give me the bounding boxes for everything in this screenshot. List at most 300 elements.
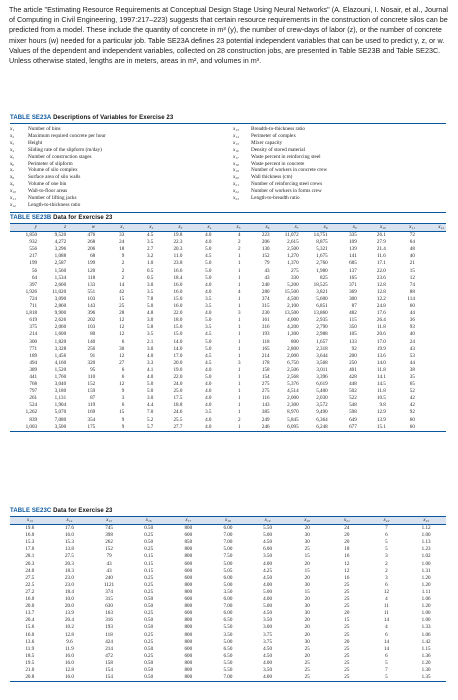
table-cell: 19.5 <box>25 659 35 666</box>
table-cell: 11.9 <box>65 645 74 652</box>
table-cell: 4.0 <box>205 239 212 246</box>
table-cell: 27.5 <box>64 553 74 560</box>
table-cell: 9,900 <box>54 310 67 317</box>
table-cell: 6.00 <box>223 610 233 617</box>
table-cell: 199 <box>29 260 38 267</box>
table-cell: 6 <box>121 366 125 373</box>
table-cell: 3.50 <box>263 617 273 624</box>
table-cell: 1,370 <box>287 260 299 267</box>
table-cell: 800 <box>184 666 193 673</box>
table-cell: 30 <box>304 638 310 645</box>
column-header: x₁₆ <box>129 517 169 525</box>
table-cell: 320 <box>87 359 96 366</box>
table-cell: 27 <box>119 359 125 366</box>
table-cell: 60 <box>409 303 415 310</box>
table-cell: 15 <box>304 553 310 560</box>
table-cell: 768 <box>29 381 38 388</box>
table-row <box>10 239 446 246</box>
table-cell: 165 <box>349 274 357 281</box>
table-cell: 371 <box>349 281 357 288</box>
table-se23c-grid <box>10 516 446 681</box>
table-cell: 15.0 <box>173 331 183 338</box>
table-row <box>10 653 446 660</box>
table-cell: 5.0 <box>205 317 212 324</box>
table-cell: 0.25 <box>144 546 154 553</box>
table-cell: 600 <box>184 532 193 539</box>
table-cell: 20.3 <box>25 560 35 567</box>
table-cell: 60 <box>409 423 415 430</box>
table-cell: 316 <box>105 617 113 624</box>
column-header: x₈ <box>301 224 330 232</box>
table-cell: 22.0 <box>173 373 183 380</box>
variable-description: Waste percent in concrete <box>251 160 305 167</box>
table-cell: 53 <box>409 352 415 359</box>
table-row <box>10 617 446 624</box>
table-cell: 4.0 <box>205 366 212 373</box>
table-cell: 223 <box>261 232 270 239</box>
table-cell: 14 <box>119 281 125 288</box>
intro-paragraph <box>9 5 451 66</box>
table-cell: 1 <box>237 373 241 380</box>
variable-description: Volume of one bin <box>28 181 67 188</box>
table-cell: 649 <box>349 416 357 423</box>
table-cell: 476 <box>87 232 96 239</box>
table-cell: 25 <box>344 659 350 666</box>
table-cell: 20 <box>304 624 310 631</box>
variable-symbol: x₉ <box>10 181 15 188</box>
table-cell: 25 <box>344 581 350 588</box>
table-cell: 20 <box>344 532 350 539</box>
table-cell: 2 <box>385 560 388 567</box>
table-cell: 12 <box>344 560 350 567</box>
table-cell: 4,200 <box>287 324 299 331</box>
table-cell: 15,500 <box>284 288 299 295</box>
table-cell: 5.05 <box>223 567 233 574</box>
table-cell: 3,296 <box>54 246 67 253</box>
table-row <box>10 568 446 575</box>
table-cell: 12 <box>119 317 125 324</box>
table-cell: 315 <box>105 596 113 603</box>
table-cell: 10.2 <box>64 624 74 631</box>
table-cell: 13.8 <box>64 546 74 553</box>
table-cell: 11.8 <box>377 366 386 373</box>
table-cell: 3,180 <box>54 388 67 395</box>
variable-description: Number of lifting jacks <box>28 195 77 202</box>
table-cell: 1.20 <box>421 581 431 588</box>
table-cell: 25.5 <box>173 416 183 423</box>
table-cell: 9 <box>121 388 125 395</box>
table-cell: 3.0 <box>146 317 154 324</box>
table-cell: 2,000 <box>287 352 299 359</box>
table-se23a-body <box>10 124 446 212</box>
variable-description: Maximum required concrete per hour <box>28 132 106 139</box>
table-row <box>10 424 446 431</box>
table-cell: 15 <box>344 617 350 624</box>
table-cell: 16.0 <box>64 659 74 666</box>
table-cell: 1 <box>237 324 241 331</box>
table-cell: 130 <box>261 246 270 253</box>
variable-symbol: x₅ <box>10 153 15 160</box>
table-cell: 1 <box>237 395 241 402</box>
table-row <box>10 539 446 546</box>
table-cell: 12 <box>409 274 415 281</box>
table-cell: 0.25 <box>144 631 154 638</box>
table-cell: 6,248 <box>316 423 328 430</box>
table-cell: 2 <box>121 267 125 274</box>
variable-symbol: x₄ <box>10 146 15 153</box>
table-cell: 0.50 <box>144 539 154 546</box>
table-row <box>10 553 446 560</box>
table-cell: 178 <box>261 359 270 366</box>
table-cell: 240 <box>261 281 270 288</box>
table-cell: 214 <box>29 331 38 338</box>
table-cell: 2,800 <box>287 345 299 352</box>
column-header: x₅ <box>213 224 242 232</box>
table-cell: 16.0 <box>64 674 74 681</box>
table-cell: 20 <box>304 525 310 532</box>
table-cell: 16 <box>344 553 350 560</box>
variable-description: Volume of silo complex <box>28 167 78 174</box>
table-cell: 18.0 <box>173 317 183 324</box>
table-row <box>10 360 446 367</box>
table-cell: 6.50 <box>223 645 233 652</box>
table-cell: 22.3 <box>173 239 183 246</box>
table-cell: 1.33 <box>421 624 431 631</box>
table-cell: 1,980 <box>316 267 328 274</box>
table-cell: 6,619 <box>316 381 328 388</box>
table-cell: 1.13 <box>421 539 431 546</box>
table-se23c-bottom-rule <box>10 681 446 682</box>
table-cell: 5.0 <box>146 381 154 388</box>
table-cell: 4.0 <box>205 395 212 402</box>
table-cell: 189 <box>29 352 38 359</box>
table-cell: 2,506 <box>287 366 299 373</box>
column-header: x₁₈ <box>208 517 248 525</box>
table-cell: 1,600 <box>54 331 67 338</box>
table-cell: 48 <box>409 246 415 253</box>
table-cell: 2 <box>237 246 241 253</box>
table-cell: 28.1 <box>25 553 35 560</box>
table-cell: 110 <box>87 373 96 380</box>
table-cell: 800 <box>184 588 193 595</box>
table-cell: 25 <box>344 631 350 638</box>
table-cell: 19.0 <box>173 366 183 373</box>
table-cell: 369 <box>349 288 357 295</box>
table-cell: 2,626 <box>54 317 67 324</box>
intro-text: The article "Estimating Resource Requirements at Conceptual Design Stage Using Neural Networks" (A. Elazouni, I. Nosair, et al., Journal of Computing in Civil Engineering, 1997:217–223) suggests that certain resource requirements in the construction of concrete silos can be predicted from a model. These include the quantity of concrete in m³ (y), the number of crew-days of labor (z), or the number of concrete mixer hours (w) needed for a particular job. Table SE23A defines 23 potential independent variables that can be used to predict y, z, or w. Values of the dependent and independent variables, collected on 28 construction jobs, are presented in Table SE23B and Table SE23C. Unless otherwise stated, lengths are in meters, areas in m², and volumes in m³. <box>9 5 448 66</box>
table-row <box>10 596 446 603</box>
variable-description: Mixer capacity <box>251 139 283 146</box>
table-cell: 133 <box>349 338 357 345</box>
table-cell: 7 <box>385 525 388 532</box>
table-cell: 3,644 <box>316 352 328 359</box>
table-cell: 20.6 <box>376 331 386 338</box>
table-cell: 12 <box>383 588 389 595</box>
table-cell: 152 <box>87 381 96 388</box>
table-cell: 2,100 <box>287 303 299 310</box>
table-cell: 25 <box>304 645 310 652</box>
variable-symbol: x₇ <box>10 167 15 174</box>
table-cell: 5.00 <box>263 603 273 610</box>
table-cell: 116 <box>262 395 270 402</box>
table-cell: 3,500 <box>54 423 67 430</box>
table-cell: 80 <box>90 331 96 338</box>
variable-symbol: x₁₈ <box>233 160 239 167</box>
table-cell: 64 <box>409 239 415 246</box>
table-cell: 1.00 <box>421 610 431 617</box>
table-cell: 17.6 <box>64 525 74 532</box>
table-cell: 40 <box>409 331 415 338</box>
table-cell: 800 <box>184 638 193 645</box>
table-cell: 316 <box>261 324 270 331</box>
table-cell: 4.0 <box>146 352 154 359</box>
table-cell: 17.1 <box>376 260 386 267</box>
table-cell: 8,875 <box>316 239 328 246</box>
table-cell: 14.0 <box>173 345 183 352</box>
table-cell: 26.1 <box>376 232 386 239</box>
table-cell: 1.00 <box>421 560 431 567</box>
table-cell: 5,321 <box>316 246 328 253</box>
table-cell: 8,970 <box>287 409 299 416</box>
table-cell: 14 <box>383 638 389 645</box>
table-cell: 5.00 <box>263 532 273 539</box>
table-cell: 20 <box>304 631 310 638</box>
table-cell: 396 <box>87 310 96 317</box>
table-cell: 4.50 <box>263 574 273 581</box>
table-cell: 398 <box>105 532 113 539</box>
table-row <box>10 374 446 381</box>
table-cell: 441 <box>29 373 38 380</box>
table-row <box>10 532 446 539</box>
variable-row <box>233 195 446 202</box>
table-cell: 389 <box>29 366 38 373</box>
table-cell: 7.00 <box>223 539 233 546</box>
table-se23a-bottom-rule <box>10 212 446 213</box>
table-cell: 13,860 <box>313 310 328 317</box>
table-cell: 300 <box>349 295 357 302</box>
table-cell: 5,200 <box>287 281 299 288</box>
table-cell: 60 <box>409 416 415 423</box>
table-cell: 206 <box>87 246 96 253</box>
table-cell: 114 <box>407 295 415 302</box>
table-cell: 6.00 <box>223 525 233 532</box>
variable-row <box>233 188 446 195</box>
table-cell: 1 <box>237 402 241 409</box>
table-cell: 56 <box>31 267 38 274</box>
table-cell: 4.0 <box>146 373 154 380</box>
table-cell: 2 <box>237 239 241 246</box>
table-cell: 154 <box>105 674 113 681</box>
table-cell: 202 <box>87 317 96 324</box>
table-cell: 12.8 <box>64 631 74 638</box>
table-cell: 800 <box>184 546 193 553</box>
table-row <box>10 289 446 296</box>
table-cell: 5.0 <box>146 388 154 395</box>
table-cell: 3.5 <box>146 239 154 246</box>
table-row <box>10 275 446 282</box>
variable-symbol: x₁₆ <box>233 146 239 153</box>
table-cell: 30 <box>304 539 310 546</box>
table-cell: 158 <box>261 366 270 373</box>
table-cell: 24 <box>409 338 415 345</box>
table-cell: 800 <box>184 525 193 532</box>
table-cell: 330 <box>290 274 299 281</box>
table-cell: 87 <box>90 395 96 402</box>
table-se23c-title <box>10 508 446 514</box>
table-cell: 43 <box>106 567 112 574</box>
table-row <box>10 260 446 267</box>
variable-row <box>233 126 446 133</box>
table-cell: 199 <box>87 260 96 267</box>
table-cell: 118 <box>87 274 96 281</box>
variable-description: Sliding rate of the slipform (m/day) <box>28 146 102 153</box>
table-cell: 0.50 <box>144 666 154 673</box>
table-cell: 115 <box>349 317 357 324</box>
table-cell: 11.0 <box>173 253 183 260</box>
table-cell: 4.5 <box>205 253 212 260</box>
table-row <box>10 282 446 289</box>
table-cell: 1,520 <box>54 366 67 373</box>
table-cell: 1.11 <box>421 588 431 595</box>
table-cell: 14 <box>383 645 389 652</box>
table-cell: 24.6 <box>173 409 183 416</box>
table-cell: 6.50 <box>223 652 233 659</box>
table-cell: 44 <box>409 310 415 317</box>
table-cell: 0.15 <box>144 560 154 567</box>
table-cell: 3.75 <box>263 638 273 645</box>
table-cell: 16.6 <box>173 267 183 274</box>
table-cell: 25 <box>344 666 350 673</box>
table-row <box>10 402 446 409</box>
table-cell: 159 <box>87 388 96 395</box>
table-cell: 3,328 <box>54 345 67 352</box>
table-cell: 95 <box>90 366 96 373</box>
table-cell: 2.7 <box>146 246 154 253</box>
table-cell: 1.06 <box>421 631 431 638</box>
table-cell: 0.50 <box>144 659 154 666</box>
table-cell: 214 <box>105 645 113 652</box>
table-cell: 6.00 <box>263 546 273 553</box>
table-cell: 1 <box>237 303 241 310</box>
table-cell: 12 <box>119 324 125 331</box>
table-row <box>10 388 446 395</box>
table-cell: 16.0 <box>64 652 74 659</box>
variable-row <box>233 181 446 188</box>
table-cell: 1121 <box>104 581 115 588</box>
table-cell: 0.50 <box>144 674 154 681</box>
table-cell: 2 <box>385 567 388 574</box>
table-cell: 154 <box>261 373 270 380</box>
table-cell: 27.2 <box>25 588 35 595</box>
table-cell: 9.8 <box>379 402 386 409</box>
table-cell: 13.9 <box>376 416 386 423</box>
table-cell: 9,490 <box>316 409 328 416</box>
table-cell: 1.02 <box>421 553 431 560</box>
table-cell: 4.0 <box>205 381 212 388</box>
table-cell: 1.12 <box>421 525 431 532</box>
table-cell: 25 <box>304 546 310 553</box>
table-cell: 14.0 <box>376 359 386 366</box>
variable-description: Breadth-to-thickness ratio <box>251 126 306 132</box>
table-cell: 15.0 <box>173 295 183 302</box>
table-cell: 3.0 <box>146 395 154 402</box>
table-row <box>10 632 446 639</box>
table-cell: 3,821 <box>316 288 328 295</box>
table-cell: 27.5 <box>25 574 35 581</box>
variable-description: Number of bins <box>28 126 61 132</box>
table-cell: 11.9 <box>25 645 35 652</box>
table-cell: 4.1 <box>146 366 154 373</box>
table-se23b-grid <box>10 223 446 431</box>
table-cell: 15 <box>304 567 310 574</box>
variable-row <box>10 161 223 168</box>
table-cell: 256 <box>87 345 96 352</box>
table-cell: 16 <box>344 574 350 581</box>
table-cell: 18 <box>119 246 125 253</box>
table-cell: 0.25 <box>144 652 154 659</box>
table-cell: 5 <box>385 674 388 681</box>
table-cell: 9.6 <box>66 638 73 645</box>
table-cell: 24.0 <box>25 567 35 574</box>
table-cell: 0.50 <box>144 525 154 532</box>
table-cell: 800 <box>184 659 193 666</box>
table-cell: 7.00 <box>223 532 233 539</box>
table-cell: 800 <box>184 603 193 610</box>
table-cell: 2,300 <box>287 402 299 409</box>
variable-row <box>10 181 223 188</box>
table-cell: 1,003 <box>25 423 38 430</box>
table-cell: 745 <box>105 525 113 532</box>
table-cell: 2,935 <box>316 317 328 324</box>
table-cell: 424 <box>105 638 113 645</box>
table-cell: 2,000 <box>287 395 299 402</box>
table-cell: 24 <box>119 239 125 246</box>
variables-right-column <box>233 126 446 209</box>
variable-symbol: x₁₃ <box>233 126 239 132</box>
variable-symbol: x₂₁ <box>233 181 239 188</box>
table-cell: 1 <box>237 331 241 338</box>
table-cell: 6,851 <box>316 303 328 310</box>
variable-symbol: x₁₉ <box>233 167 239 174</box>
table-cell: 18.3 <box>64 567 74 574</box>
table-cell: 9 <box>121 423 125 430</box>
table-cell: 72 <box>409 232 415 239</box>
table-cell: 230 <box>261 310 270 317</box>
table-cell: 598 <box>349 409 357 416</box>
table-cell: 1,270 <box>287 253 299 260</box>
variable-symbol: x₁₀ <box>10 188 16 195</box>
table-cell: 92 <box>351 345 357 352</box>
table-cell: 6 <box>121 338 125 345</box>
table-cell: 4.0 <box>205 388 212 395</box>
variable-row <box>10 174 223 181</box>
table-cell: 4.8 <box>146 310 154 317</box>
variable-row <box>10 126 223 133</box>
table-cell: 13,500 <box>284 310 299 317</box>
table-cell: 385 <box>261 409 270 416</box>
table-cell: 163 <box>105 610 113 617</box>
table-cell: 4.0 <box>205 423 212 430</box>
table-cell: 43 <box>264 267 270 274</box>
table-cell: 4.00 <box>263 581 273 588</box>
column-header: x₇ <box>272 224 301 232</box>
table-cell: 3.50 <box>263 553 273 560</box>
table-cell: 4.0 <box>205 402 212 409</box>
table-cell: 79 <box>106 553 112 560</box>
table-cell: 4.25 <box>263 567 273 574</box>
variable-row <box>10 154 223 161</box>
table-cell: 600 <box>184 574 193 581</box>
